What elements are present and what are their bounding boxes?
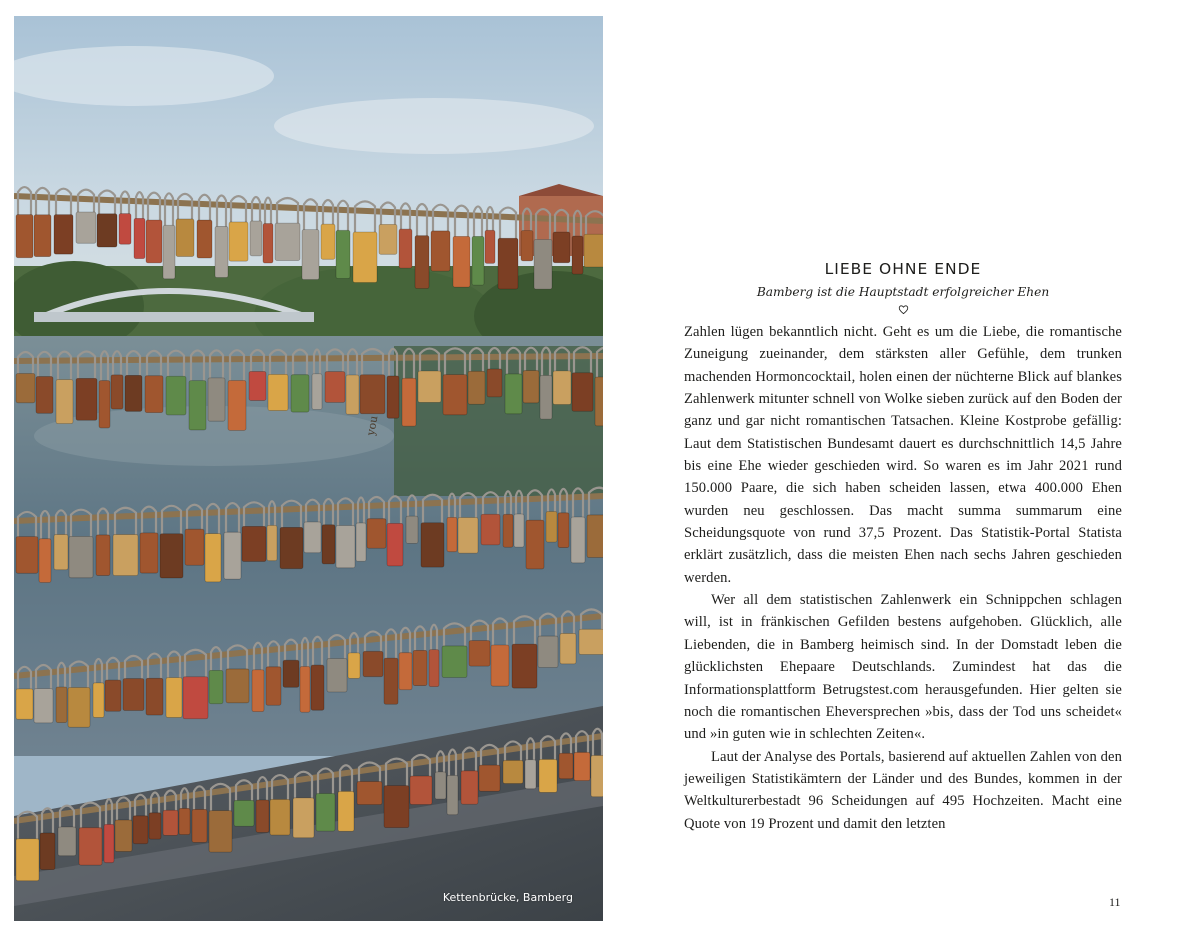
padlock — [280, 527, 303, 568]
padlock — [76, 378, 97, 420]
padlock — [252, 670, 264, 712]
padlock — [539, 759, 557, 792]
padlock — [226, 669, 249, 703]
padlock — [514, 514, 524, 547]
padlock — [115, 820, 132, 852]
padlock — [399, 229, 412, 268]
padlock — [413, 650, 427, 685]
padlock — [399, 653, 412, 690]
padlock — [54, 534, 68, 569]
padlock — [384, 658, 398, 704]
padlock — [134, 218, 145, 258]
padlock — [587, 515, 603, 558]
padlock — [584, 234, 603, 267]
padlock — [146, 678, 163, 715]
padlock — [242, 526, 266, 561]
padlock — [505, 374, 522, 414]
padlock — [16, 215, 33, 258]
padlock — [166, 376, 186, 415]
padlock — [123, 679, 144, 711]
padlock — [304, 522, 321, 553]
padlock — [595, 377, 603, 426]
padlock — [461, 771, 478, 804]
padlock — [192, 809, 207, 842]
padlock — [205, 534, 221, 582]
padlock — [360, 375, 385, 414]
padlock — [293, 798, 314, 838]
padlock — [189, 381, 206, 430]
padlock — [458, 517, 478, 553]
padlock — [379, 224, 397, 254]
padlock — [559, 753, 573, 778]
padlock — [197, 220, 212, 258]
padlock — [572, 373, 593, 411]
padlock — [384, 786, 409, 828]
padlock — [442, 646, 467, 678]
padlock — [357, 781, 382, 804]
padlock — [54, 215, 73, 254]
padlock — [79, 828, 102, 865]
padlock — [34, 215, 51, 257]
padlock — [512, 644, 537, 688]
padlock — [363, 651, 383, 676]
padlock — [503, 514, 513, 547]
padlock — [105, 680, 121, 711]
padlock — [402, 378, 416, 426]
padlock — [325, 372, 345, 403]
padlock — [503, 760, 523, 783]
padlock — [429, 650, 439, 687]
padlock — [367, 519, 386, 549]
padlock — [447, 775, 458, 814]
padlock — [415, 236, 429, 289]
padlock — [579, 629, 603, 654]
padlock — [56, 687, 67, 723]
padlock — [140, 533, 158, 573]
padlock — [447, 517, 457, 551]
padlock — [275, 223, 300, 260]
padlock — [526, 520, 544, 569]
padlock — [93, 683, 104, 718]
padlock — [250, 221, 262, 256]
padlock — [491, 645, 509, 686]
padlock — [353, 232, 377, 282]
padlock — [163, 225, 175, 279]
padlock — [34, 689, 53, 723]
padlock — [387, 523, 403, 566]
padlock — [166, 678, 182, 718]
padlock — [311, 665, 324, 710]
padlock — [338, 791, 354, 831]
padlock — [546, 512, 557, 543]
padlock — [387, 376, 399, 418]
padlock — [553, 371, 571, 405]
padlock — [16, 839, 39, 881]
padlock — [16, 537, 38, 574]
padlock — [209, 670, 223, 703]
padlock — [99, 381, 110, 428]
padlock — [540, 375, 552, 419]
padlock — [302, 230, 319, 280]
padlock — [481, 514, 500, 545]
padlock — [58, 827, 76, 856]
padlock — [322, 525, 335, 564]
padlock — [348, 653, 360, 678]
padlock — [56, 380, 73, 424]
padlock — [560, 633, 576, 663]
padlock — [69, 536, 93, 577]
padlock — [76, 212, 96, 243]
padlock — [572, 236, 583, 274]
padlock — [553, 232, 570, 263]
paragraph: Laut der Analyse des Portals, basierend auf aktuellen Zahlen von den jeweiligen Statistikämtern der Länder und des Bundes, kommen in der Weltkulturerbestadt 96 Scheidungen auf 495 Hochzeiten. Macht eine Quote von 19 Prozent und damit den letzten — [684, 748, 1122, 832]
padlock — [346, 375, 359, 414]
padlock — [435, 772, 446, 799]
padlock — [538, 636, 558, 667]
padlock — [283, 660, 299, 687]
padlock — [312, 374, 322, 410]
padlock — [336, 230, 350, 278]
padlock — [224, 532, 241, 579]
padlock — [498, 238, 518, 289]
padlock — [453, 236, 470, 287]
padlock — [146, 220, 162, 263]
padlock — [291, 375, 309, 412]
padlock — [525, 760, 536, 789]
padlock — [40, 833, 55, 870]
padlock — [111, 375, 123, 409]
padlock — [558, 513, 569, 548]
padlock — [431, 231, 450, 271]
heart-icon — [898, 304, 909, 315]
paragraph: Wer all dem statistischen Zahlenwerk ein Schnippchen schlagen will, ist in fränkischen Gefilden bestens aufgehoben. Glücklich, alle Liebenden, die in Bamberg heimisch sind. In der Domstadt leben die glücklichsten Ehepaare Deutschlands. Zumindest hat das die Informationsplattform Betrugstest.com herausgefunden. Hier gelten sie noch die romantischen Eheversprechen »bis, dass der Tod uns scheidet« und »in guten wie in schlechten Zeiten«. — [684, 592, 1122, 743]
padlock — [125, 375, 142, 411]
padlock — [215, 226, 228, 277]
photo-caption: Kettenbrücke, Bamberg — [442, 891, 573, 904]
padlock — [249, 371, 266, 400]
padlock — [176, 219, 194, 256]
text-page — [684, 258, 1122, 835]
padlock — [421, 523, 444, 567]
padlock — [487, 369, 502, 397]
padlock — [133, 816, 148, 844]
engraved-lock-text: you — [364, 414, 381, 437]
padlock — [183, 677, 208, 719]
padlock — [179, 808, 190, 834]
padlock — [410, 776, 432, 804]
padlock — [163, 810, 178, 835]
padlock — [523, 371, 539, 403]
paragraph: Zahlen lügen bekanntlich nicht. Geht es um die Liebe, die romantische Zuneigung zueinander, dem stärksten aller Gefühle, dem trunken machenden Hormoncocktail, holen einen der nüchterne Blick auf blankes Zahlenwerk mitunter schnell von Wolke sieben zurück auf den Boden der ganz und gar nicht romantischen Tatsachen. Kleine Kostprobe gefällig: Laut dem Statistischen Bundesamt dauert es durchschnittlich 14,5 Jahre bis eine Ehe wieder geschieden wird. So waren es im Jahr 2021 rund 150.000 Paare, die sich haben scheiden lassen, etwa 400.000 Ehen wurden neu geschlossen. Das macht summa summarum eine Scheidungsquote von rund 37,5 Prozent. Das Statistik-Portal Statista erklärt zusätzlich, dass die meisten Ehen nach sechs Jahren geschieden werden. — [684, 324, 1122, 586]
padlock — [336, 525, 355, 567]
padlock — [270, 799, 290, 835]
body-text — [684, 321, 1122, 835]
padlock — [68, 688, 90, 728]
padlock — [534, 239, 552, 289]
padlock — [268, 374, 288, 410]
padlock — [104, 824, 114, 862]
padlock — [97, 214, 117, 247]
chapter-title: LIEBE OHNE ENDE — [824, 260, 982, 278]
padlock — [418, 371, 441, 402]
padlock — [16, 689, 33, 719]
padlock — [571, 517, 585, 563]
padlock — [469, 641, 490, 667]
padlock — [406, 516, 418, 543]
padlock — [521, 231, 533, 261]
padlock — [356, 523, 366, 561]
padlock — [16, 374, 35, 403]
chapter-subtitle: Bamberg ist die Hauptstadt erfolgreicher Ehen — [756, 285, 1050, 299]
padlock — [256, 800, 269, 832]
padlock — [574, 752, 590, 780]
padlock — [185, 529, 204, 565]
padlock — [228, 381, 246, 431]
padlock — [160, 534, 183, 578]
padlock — [443, 375, 467, 415]
padlock — [119, 214, 131, 245]
padlock — [591, 755, 603, 796]
padlock — [234, 800, 254, 826]
padlock — [96, 535, 110, 576]
padlock — [327, 658, 347, 692]
love-locks-illustration — [14, 16, 603, 921]
padlock — [209, 811, 232, 852]
padlock — [208, 378, 225, 421]
padlock — [485, 230, 495, 263]
padlock — [263, 223, 273, 263]
padlock — [39, 539, 51, 583]
padlock — [36, 377, 53, 414]
padlock — [321, 224, 335, 259]
padlock — [316, 794, 335, 832]
padlock — [113, 534, 138, 575]
padlock — [229, 222, 248, 261]
padlock — [300, 666, 310, 712]
padlock — [472, 236, 484, 285]
photo-love-locks — [14, 16, 603, 921]
padlock — [267, 525, 277, 560]
padlock — [266, 667, 281, 705]
padlock — [468, 371, 485, 404]
padlock — [145, 376, 163, 413]
padlock — [479, 765, 500, 791]
page-number: 11 — [1109, 895, 1121, 909]
padlock — [149, 813, 161, 839]
